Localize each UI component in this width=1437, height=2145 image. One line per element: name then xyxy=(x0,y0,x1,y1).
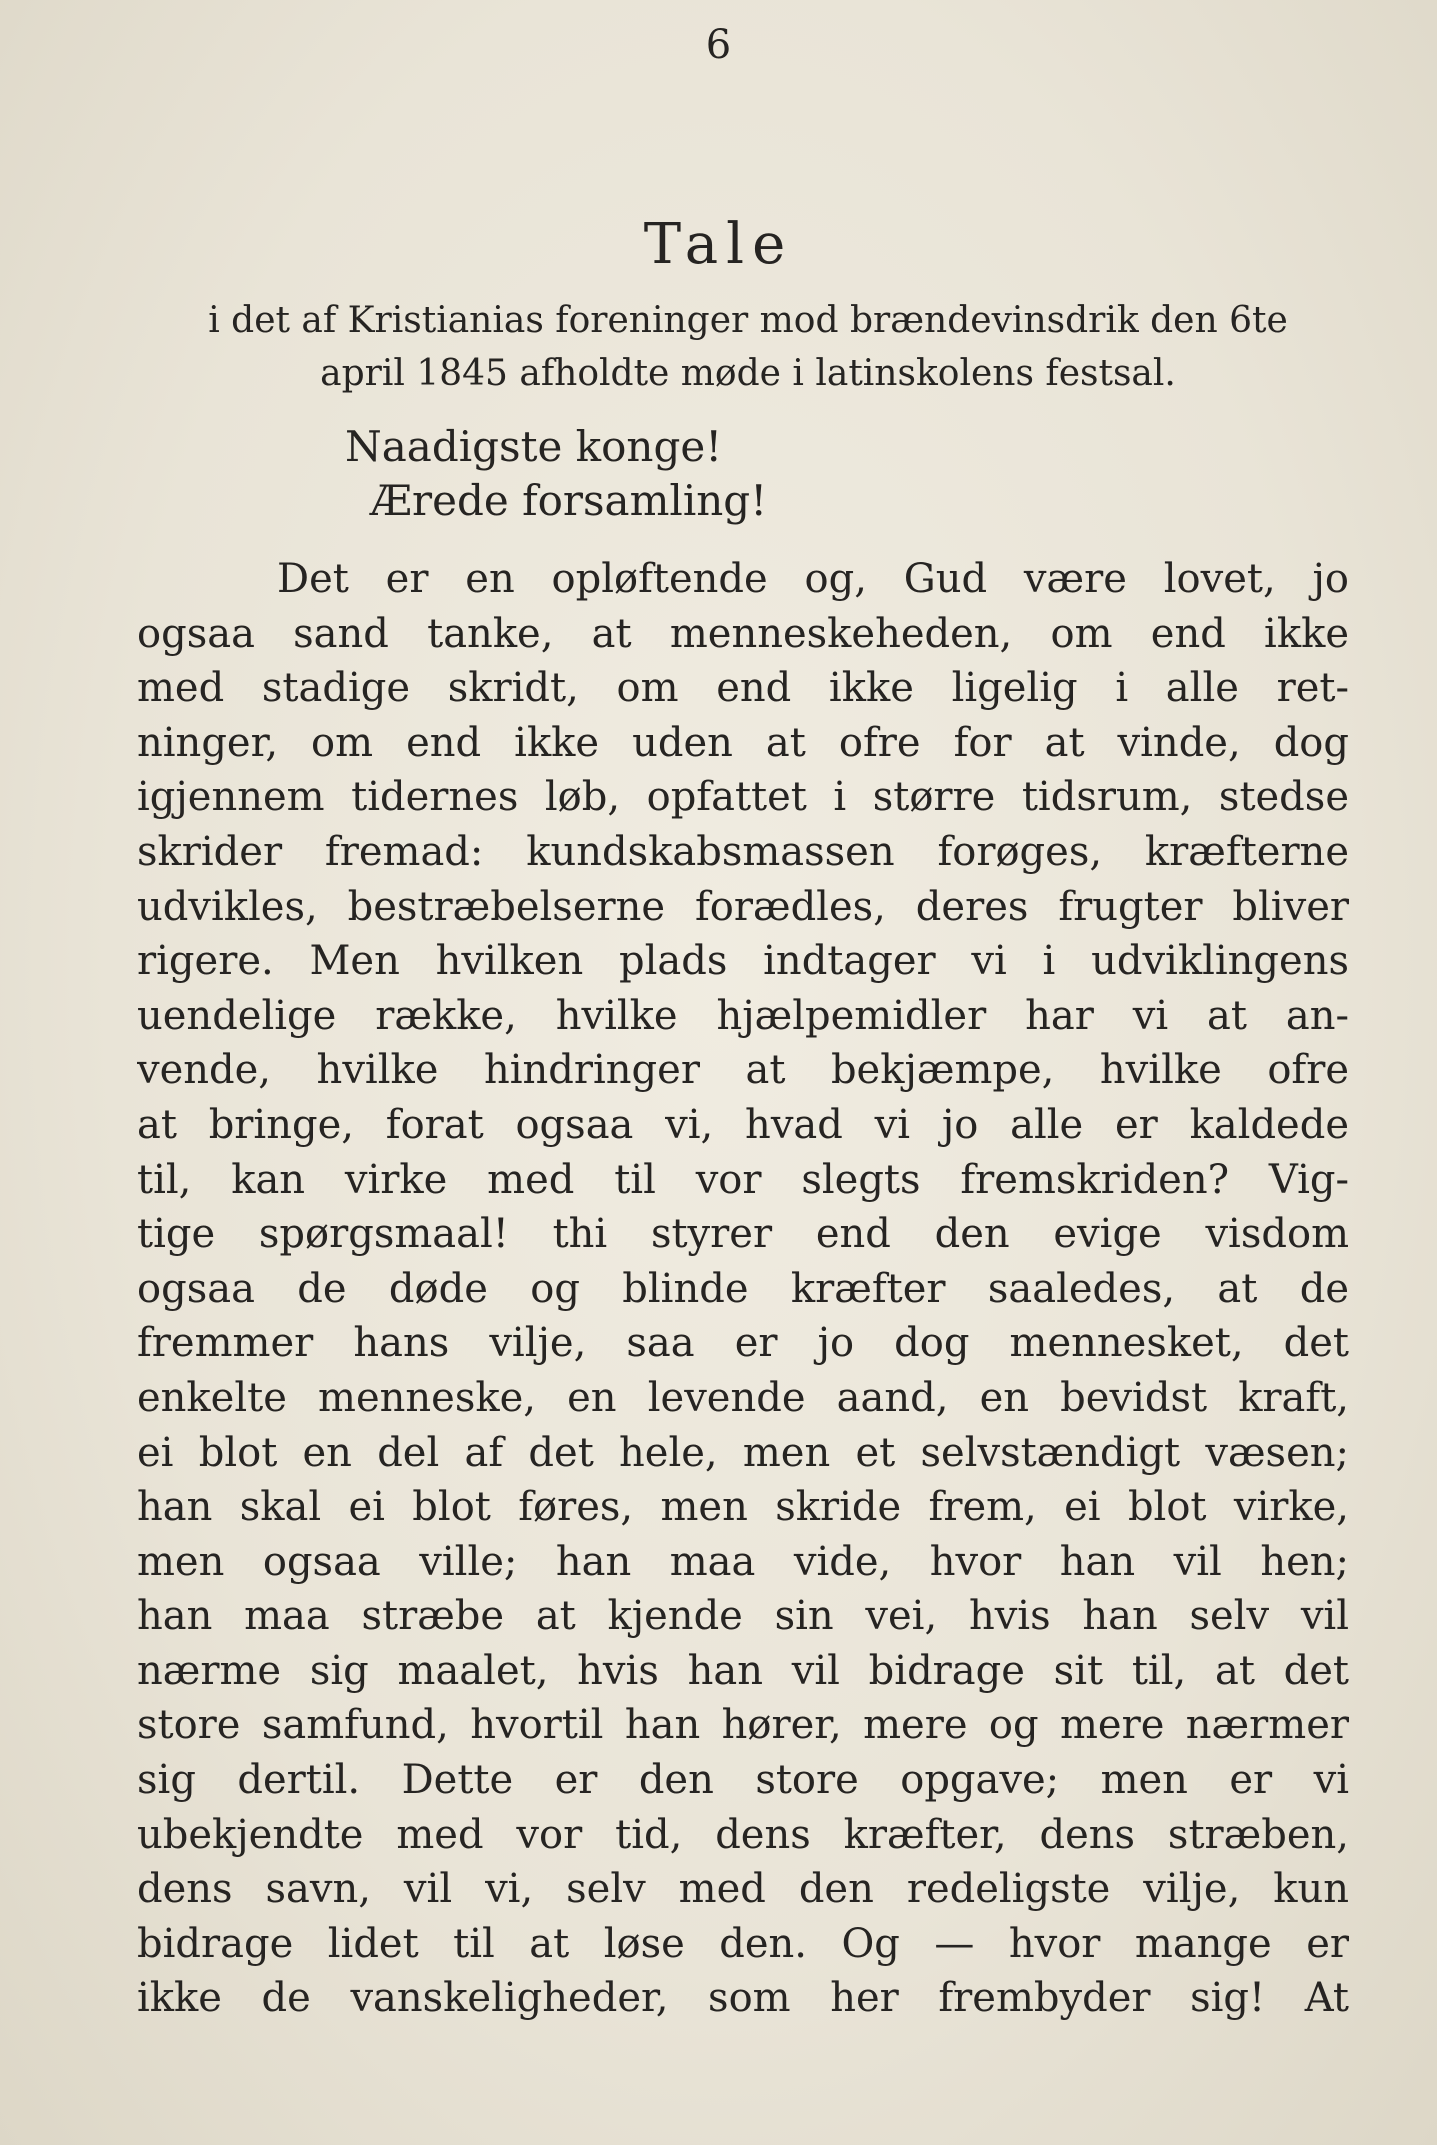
text-line: dens savn, vil vi, selv med den redeligste vilje, kun xyxy=(137,1866,1349,1913)
salutations xyxy=(345,420,767,528)
text-line: ei blot en del af det hele, men et selvstændigt væsen; xyxy=(137,1429,1349,1476)
text-line: at bringe, forat ogsaa vi, hvad vi jo alle er kaldede xyxy=(137,1101,1349,1148)
text-line: ninger, om end ikke uden at ofre for at vinde, dog xyxy=(137,719,1349,766)
text-line: skrider fremad: kundskabsmassen forøges, kræfterne xyxy=(137,828,1349,875)
text-line: ogsaa sand tanke, at menneskeheden, om end ikke xyxy=(137,610,1349,657)
text-line: enkelte menneske, en levende aand, en bevidst kraft, xyxy=(137,1374,1349,1421)
text-line: ubekjendte med vor tid, dens kræfter, dens stræben, xyxy=(137,1811,1349,1858)
text-line: Det er en opløftende og, Gud være lovet, jo xyxy=(277,556,1349,602)
text-line: igjennem tidernes løb, opfattet i større tidsrum, stedse xyxy=(137,774,1349,821)
text-line: ogsaa de døde og blinde kræfter saaledes, at de xyxy=(137,1265,1349,1312)
salutation-line: Ærede forsamling! xyxy=(370,476,768,525)
text-line: bidrage lidet til at løse den. Og — hvor mange er xyxy=(137,1920,1349,1967)
text-line: fremmer hans vilje, saa er jo dog mennesket, det xyxy=(137,1320,1349,1367)
text-line: han skal ei blot føres, men skride frem, ei blot virke, xyxy=(137,1484,1349,1531)
text-line: tige spørgsmaal! thi styrer end den evige visdom xyxy=(137,1211,1349,1258)
text-line: ikke de vanskeligheder, som her frembyder sig! At xyxy=(137,1975,1349,2022)
text-line: vende, hvilke hindringer at bekjæmpe, hvilke ofre xyxy=(137,1047,1349,1094)
page-number: 6 xyxy=(705,22,732,68)
text-line: rigere. Men hvilken plads indtager vi i udviklingens xyxy=(137,938,1349,985)
salutation-line: Naadigste konge! xyxy=(345,422,723,471)
subtitle-line: april 1845 afholdte møde i latinskolens festsal. xyxy=(320,353,1176,394)
text-line: nærme sig maalet, hvis han vil bidrage sit til, at det xyxy=(137,1647,1349,1694)
speech-subtitle xyxy=(138,294,1358,400)
text-line: sig dertil. Dette er den store opgave; men er vi xyxy=(137,1757,1349,1804)
text-line: til, kan virke med til vor slegts fremskriden? Vig- xyxy=(137,1156,1349,1203)
subtitle-line: i det af Kristianias foreninger mod brændevinsdrik den 6te xyxy=(208,300,1288,341)
body-text xyxy=(137,552,1349,2026)
text-line: store samfund, hvortil han hører, mere og mere nærmer xyxy=(137,1702,1349,1749)
text-line: med stadige skridt, om end ikke ligelig i alle ret- xyxy=(137,665,1349,712)
text-line: uendelige række, hvilke hjælpemidler har vi at an- xyxy=(137,992,1349,1039)
text-line: udvikles, bestræbelserne forædles, deres frugter bliver xyxy=(137,883,1349,930)
text-line: men ogsaa ville; han maa vide, hvor han vil hen; xyxy=(137,1538,1349,1585)
speech-title: Tale xyxy=(643,212,794,277)
text-line: han maa stræbe at kjende sin vei, hvis han selv vil xyxy=(137,1593,1349,1640)
